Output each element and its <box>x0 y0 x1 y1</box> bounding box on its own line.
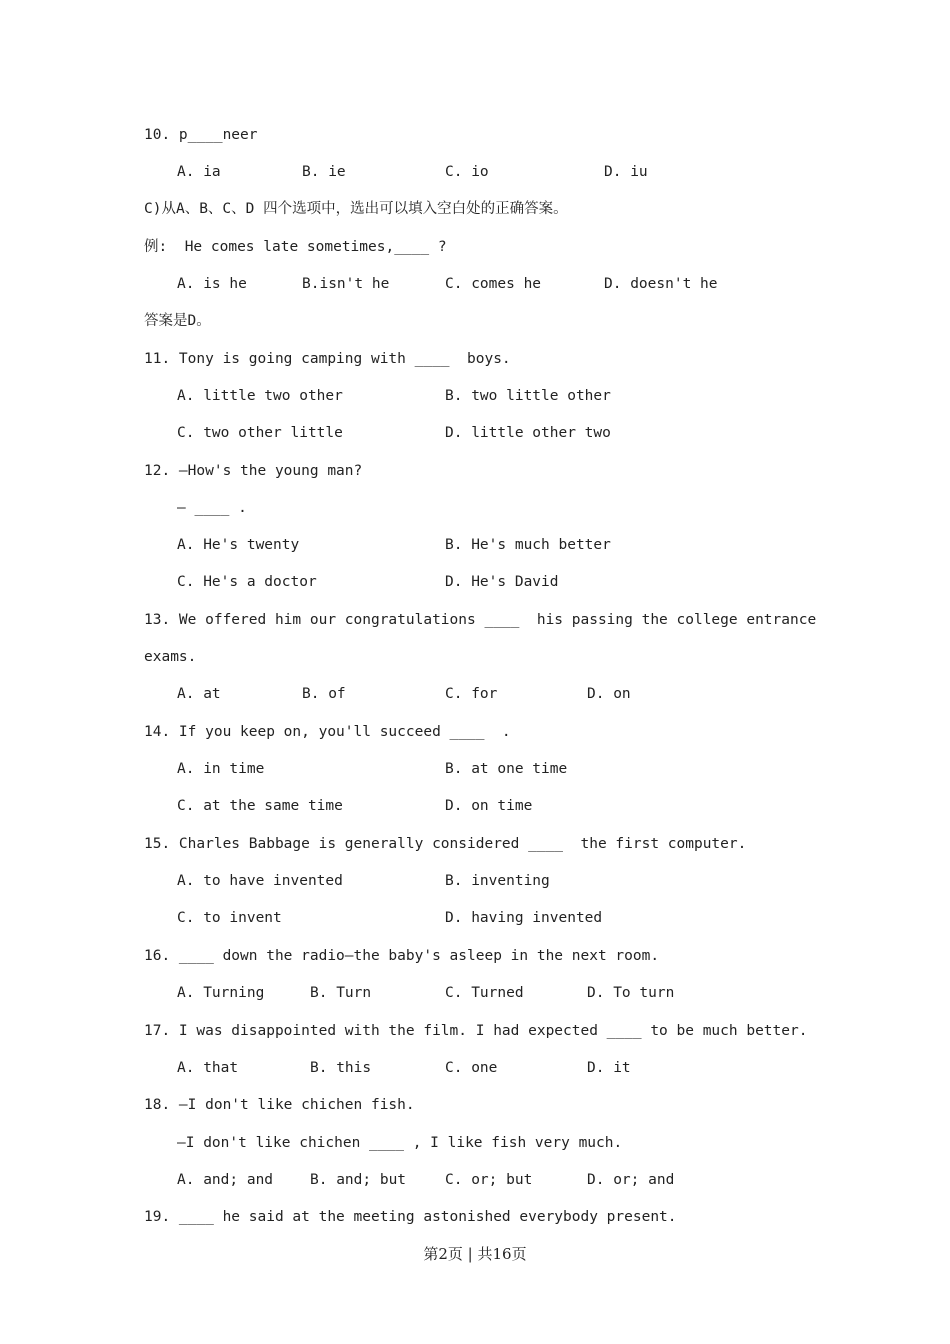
question-18-option-b: B. and; but <box>310 1172 407 1188</box>
question-10-option-c: C. io <box>445 164 489 180</box>
question-14-option-d: D. on time <box>445 798 533 814</box>
example-answer: 答案是D。 <box>144 313 211 329</box>
question-11-option-a: A. little two other <box>177 388 343 404</box>
page-footer: 第2页 | 共16页 <box>423 1245 527 1263</box>
question-12-reply: — ____ . <box>177 500 247 516</box>
question-12-option-d: D. He's David <box>445 574 559 590</box>
question-14-option-c: C. at the same time <box>177 798 343 814</box>
question-15-option-d: D. having invented <box>445 910 603 926</box>
question-17-stem: 17. I was disappointed with the film. I had expected ____ to be much better. <box>144 1023 808 1039</box>
question-12-option-c: C. He's a doctor <box>177 574 317 590</box>
question-10-option-d: D. iu <box>604 164 648 180</box>
example-option-b: B.isn't he <box>302 276 390 292</box>
example-option-a: A. is he <box>177 276 247 292</box>
question-14-option-a: A. in time <box>177 761 265 777</box>
question-11-stem: 11. Tony is going camping with ____ boys. <box>144 351 511 367</box>
question-13-option-a: A. at <box>177 686 221 702</box>
example-option-d: D. doesn't he <box>604 276 718 292</box>
question-10-option-b: B. ie <box>302 164 346 180</box>
question-13-continuation: exams. <box>144 649 197 665</box>
question-10-stem: 10. p____neer <box>144 127 258 143</box>
question-19-stem: 19. ____ he said at the meeting astonished everybody present. <box>144 1209 677 1225</box>
question-11-option-b: B. two little other <box>445 388 611 404</box>
question-18-option-a: A. and; and <box>177 1172 274 1188</box>
question-16-option-c: C. Turned <box>445 985 524 1001</box>
example-option-c: C. comes he <box>445 276 542 292</box>
question-14-option-b: B. at one time <box>445 761 568 777</box>
question-16-option-b: B. Turn <box>310 985 372 1001</box>
question-11-option-d: D. little other two <box>445 425 611 441</box>
question-17-option-a: A. that <box>177 1060 239 1076</box>
question-15-option-c: C. to invent <box>177 910 282 926</box>
question-13-option-b: B. of <box>302 686 346 702</box>
question-13-option-d: D. on <box>587 686 631 702</box>
example-stem: 例: He comes late sometimes,____ ? <box>144 239 447 255</box>
question-13-option-c: C. for <box>445 686 498 702</box>
question-10-option-a: A. ia <box>177 164 221 180</box>
question-17-option-d: D. it <box>587 1060 631 1076</box>
question-17-option-b: B. this <box>310 1060 372 1076</box>
question-13-stem: 13. We offered him our congratulations ____ his passing the college entrance <box>144 612 817 628</box>
question-16-option-a: A. Turning <box>177 985 265 1001</box>
question-12-stem: 12. —How's the young man? <box>144 463 363 479</box>
question-17-option-c: C. one <box>445 1060 498 1076</box>
question-18-option-c: C. or; but <box>445 1172 533 1188</box>
question-11-option-c: C. two other little <box>177 425 343 441</box>
section-c-instruction: C)从A、B、C、D 四个选项中，选出可以填入空白处的正确答案。 <box>144 201 568 217</box>
question-16-stem: 16. ____ down the radio—the baby's asleep in the next room. <box>144 948 660 964</box>
question-18-option-d: D. or; and <box>587 1172 675 1188</box>
question-18-stem: 18. —I don't like chichen fish. <box>144 1097 415 1113</box>
question-14-stem: 14. If you keep on, you'll succeed ____ . <box>144 724 511 740</box>
question-15-option-b: B. inventing <box>445 873 550 889</box>
question-15-stem: 15. Charles Babbage is generally considered ____ the first computer. <box>144 836 747 852</box>
question-15-option-a: A. to have invented <box>177 873 343 889</box>
question-18-reply: —I don't like chichen ____ , I like fish very much. <box>177 1135 623 1151</box>
question-16-option-d: D. To turn <box>587 985 675 1001</box>
question-12-option-b: B. He's much better <box>445 537 611 553</box>
question-12-option-a: A. He's twenty <box>177 537 300 553</box>
